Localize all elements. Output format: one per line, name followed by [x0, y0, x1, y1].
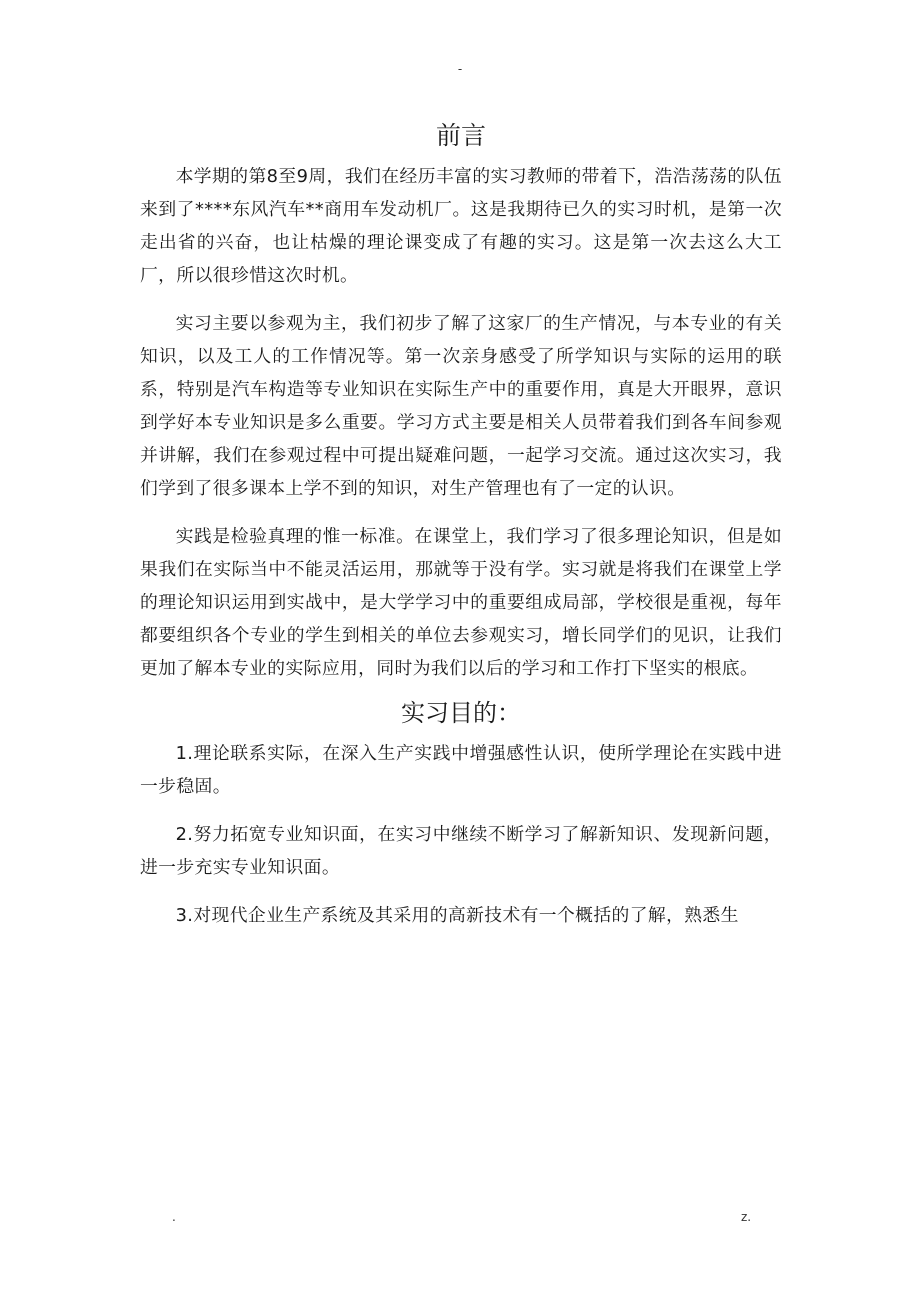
goal-paragraph-3: 3.对现代企业生产系统及其采用的高新技术有一个概括的了解，熟悉生 — [175, 905, 739, 926]
intro-paragraph-1: 本学期的第8至9周，我们在经历丰富的实习教师的带着下，浩浩荡荡的队伍来到了****东风汽车**商用车发动机厂。这是我期待已久的实习时机，是第一次走出省的兴奋，也让枯燥的理论课变成了有趣的实习。这是第一次去这么大工厂，所以很珍惜这次时机。 — [140, 166, 782, 286]
intro-paragraph-2: 实习主要以参观为主，我们初步了解了这家厂的生产情况，与本专业的有关知识，以及工人的工作情况等。第一次亲身感受了所学知识与实际的运用的联系，特别是汽车构造等专业知识在实际生产中的重要作用，真是大开眼界，意识到学好本专业知识是多么重要。学习方式主要是相关人员带着我们到各车间参观并讲解，我们在参观过程中可提出疑难问题，一起学习交流。通过这次实习，我们学到了很多课本上学不到的知识，对生产管理也有了一定的认识。 — [140, 313, 782, 499]
header-mark: - — [457, 62, 463, 76]
footer-right-mark: z. — [741, 1210, 752, 1224]
page-title: 前言 — [435, 121, 486, 150]
goal-paragraph-2: 2.努力拓宽专业知识面，在实习中继续不断学习了解新知识、发现新问题，进一步充实专业知识面。 — [140, 824, 782, 878]
section-title-goals: 实习目的： — [401, 699, 521, 727]
intro-paragraph-3: 实践是检验真理的惟一标准。在课堂上，我们学习了很多理论知识，但是如果我们在实际当中不能灵活运用，那就等于没有学。实习就是将我们在课堂上学的理论知识运用到实战中，是大学学习中的重要组成局部，学校很是重视，每年都要组织各个专业的学生到相关的单位去参观实习，增长同学们的见识，让我们更加了解本专业的实际应用，同时为我们以后的学习和工作打下坚实的根底。 — [140, 526, 782, 679]
goal-paragraph-1: 1.理论联系实际，在深入生产实践中增强感性认识，使所学理论在实践中进一步稳固。 — [140, 743, 782, 797]
document-body — [140, 112, 782, 947]
footer-left-mark: . — [172, 1210, 176, 1224]
